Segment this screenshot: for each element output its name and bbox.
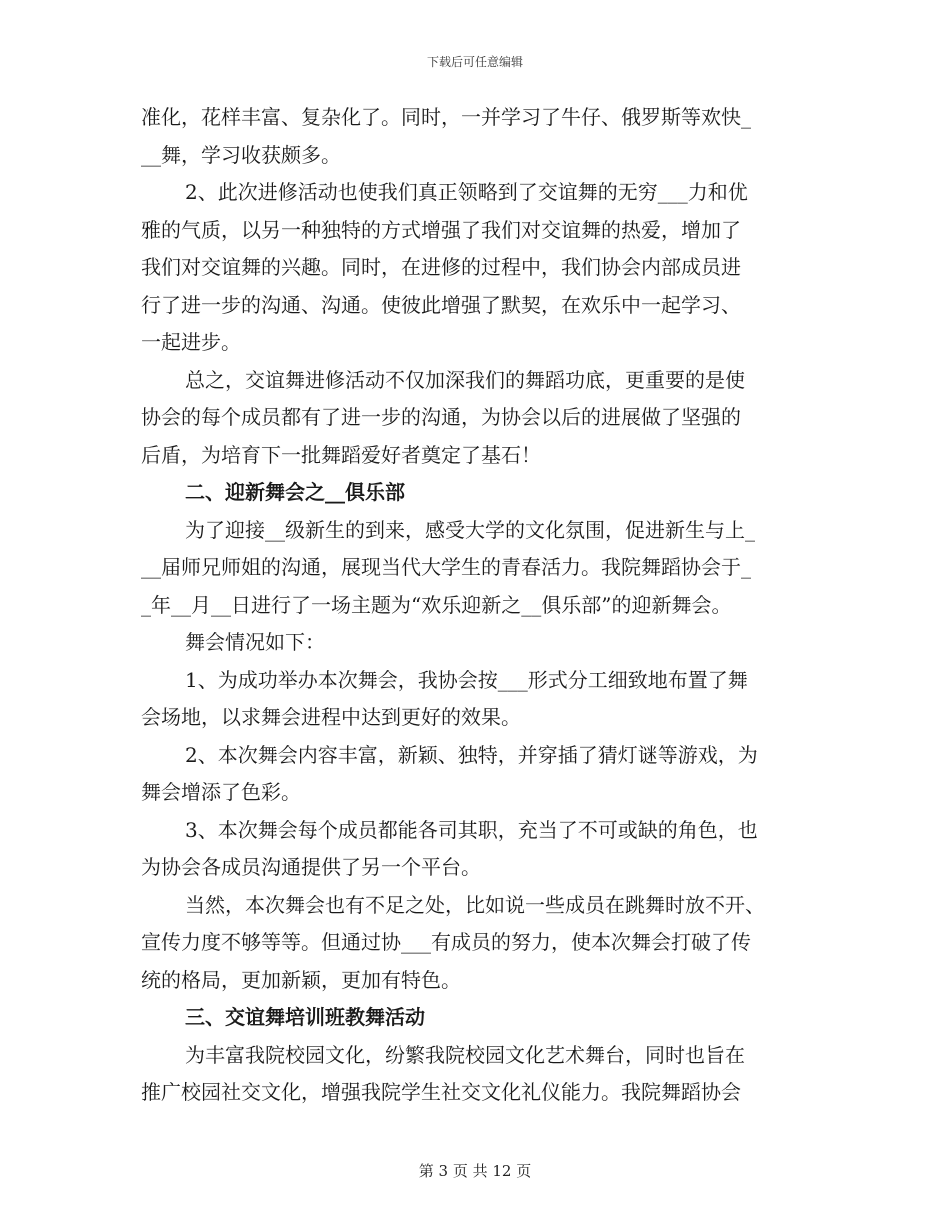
document-body	[141, 99, 811, 1112]
text-line: 2、此次进修活动也使我们真正领略到了交谊舞的无穷___力和优	[185, 180, 748, 204]
text-line: 协会的每个成员都有了进一步的沟通，为协会以后的进展做了坚强的	[141, 405, 741, 429]
section-heading: 二、迎新舞会之__俱乐部	[185, 480, 405, 504]
section-heading: 三、交谊舞培训班教舞活动	[185, 1005, 425, 1029]
text-line: 为了迎接__级新生的到来，感受大学的文化氛围，促进新生与上_	[185, 517, 755, 542]
text-line: 后盾，为培育下一批舞蹈爱好者奠定了基石！	[141, 442, 541, 467]
text-line: 准化，花样丰富、复杂化了。同时，一并学习了牛仔、俄罗斯等欢快_	[141, 105, 751, 129]
text-line: 会场地，以求舞会进程中达到更好的效果。	[141, 705, 521, 729]
text-line: 总之，交谊舞进修活动不仅加深我们的舞蹈功底，更重要的是使	[185, 367, 745, 392]
header-note: 下载后可任意编辑	[426, 55, 523, 69]
text-line: __舞，学习收获颇多。	[141, 142, 341, 167]
text-line: 1、为成功举办本次舞会，我协会按___形式分工细致地布置了舞	[185, 667, 748, 692]
text-line: 3、本次舞会每个成员都能各司其职，充当了不可或缺的角色，也	[185, 817, 758, 842]
text-line: 2、本次舞会内容丰富，新颖、独特，并穿插了猜灯谜等游戏，为	[185, 742, 758, 767]
text-line: 舞会增添了色彩。	[141, 780, 301, 804]
text-line: 一起进步。	[141, 330, 241, 354]
page-number: 第 3 页 共 12 页	[418, 1162, 532, 1180]
text-line: 为协会各成员沟通提供了另一个平台。	[141, 855, 481, 879]
text-line: 当然，本次舞会也有不足之处，比如说一些成员在跳舞时放不开、	[185, 892, 765, 917]
text-line: 雅的气质，以另一种独特的方式增强了我们对交谊舞的热爱，增加了	[141, 217, 741, 242]
text-line: 行了进一步的沟通、沟通。使彼此增强了默契，在欢乐中一起学习、	[141, 292, 741, 317]
text-line: __届师兄师姐的沟通，展现当代大学生的青春活力。我院舞蹈协会于_	[141, 555, 751, 579]
text-line: 我们对交谊舞的兴趣。同时，在进修的过程中，我们协会内部成员进	[141, 255, 741, 279]
text-line: _年__月__日进行了一场主题为“欢乐迎新之__俱乐部”的迎新舞会。	[141, 592, 732, 617]
text-line: 统的格局，更加新颖，更加有特色。	[141, 967, 461, 992]
text-line: 为丰富我院校园文化，纷繁我院校园文化艺术舞台，同时也旨在	[185, 1042, 745, 1067]
text-line: 推广校园社交文化，增强我院学生社交文化礼仪能力。我院舞蹈协会	[141, 1080, 741, 1104]
text-line: 舞会情况如下：	[185, 630, 325, 654]
text-line: 宣传力度不够等等。但通过协___有成员的努力，使本次舞会打破了传	[141, 930, 751, 954]
